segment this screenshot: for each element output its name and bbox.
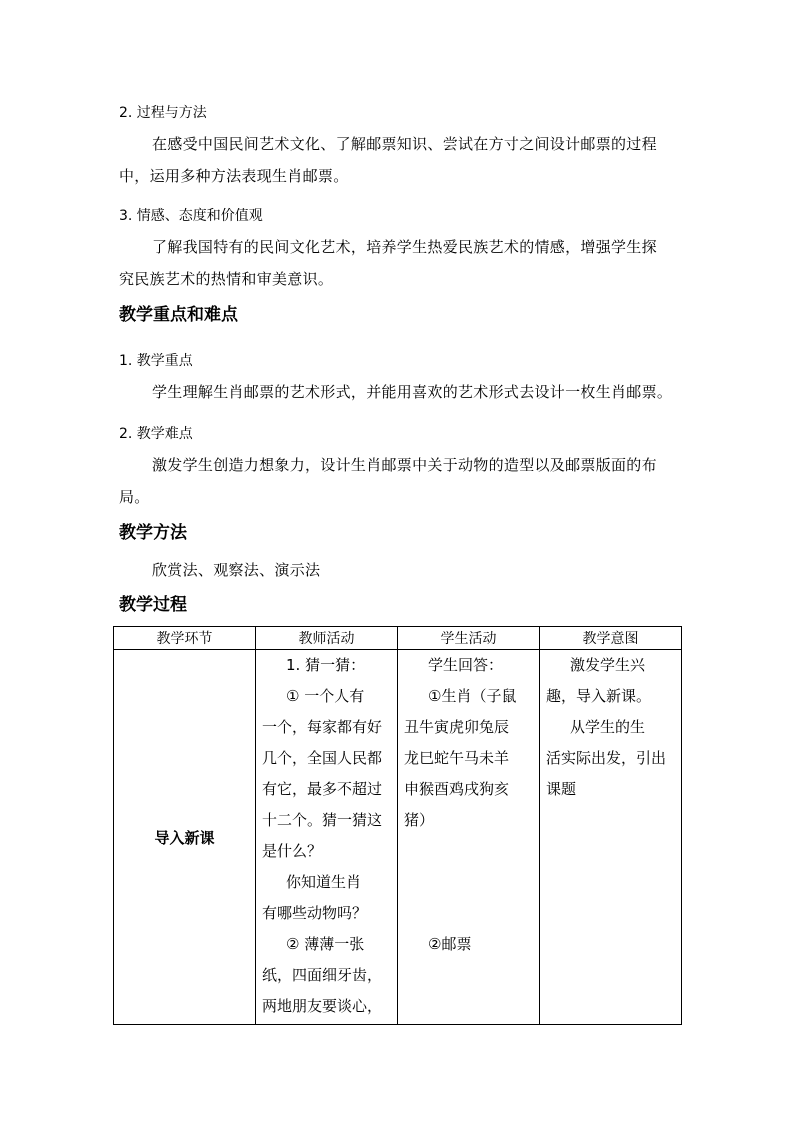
section-emotion-title: 3. 情感、态度和价值观 xyxy=(119,208,263,224)
student-line: 猪） xyxy=(404,811,435,829)
student-line xyxy=(398,867,539,898)
teacher-line: 一个，每家都有好 xyxy=(262,718,383,736)
focus-title: 1. 教学重点 xyxy=(119,353,193,369)
intent-line: 激发学生兴 xyxy=(570,656,646,674)
focus-text: 学生理解生肖邮票的艺术形式，并能用喜欢的艺术形式去设计一枚生肖邮票。 xyxy=(152,383,673,401)
student-line: 学生回答： xyxy=(428,656,504,674)
table-row xyxy=(114,650,682,1025)
difficulty-title: 2. 教学难点 xyxy=(119,426,193,442)
intent-cell xyxy=(540,650,682,1025)
teacher-line: 1. 猜一猜： xyxy=(286,656,366,674)
student-cell xyxy=(398,650,540,1025)
section-process-line-2: 中，运用多种方法表现生肖邮票。 xyxy=(119,167,349,185)
intent-line: 趣，导入新课。 xyxy=(546,687,652,705)
stage-cell: 导入新课 xyxy=(114,650,256,1025)
teacher-line: ① 一个人有 xyxy=(286,687,365,705)
teacher-line: 几个，全国人民都 xyxy=(262,749,383,767)
student-line: 申猴酉鸡戌狗亥 xyxy=(404,780,510,798)
student-line: 丑牛寅虎卯兔辰 xyxy=(404,718,510,736)
teacher-line: 两地朋友要谈心， xyxy=(262,997,383,1015)
header-stage: 教学环节 xyxy=(114,627,256,650)
intent-line: 活实际出发，引出 xyxy=(546,749,667,767)
difficulty-line-2: 局。 xyxy=(119,488,150,506)
student-line xyxy=(398,898,539,929)
student-line: 龙巳蛇午马未羊 xyxy=(404,749,510,767)
section-emotion-line-2: 究民族艺术的热情和审美意识。 xyxy=(119,270,334,288)
student-line: ②邮票 xyxy=(428,935,472,953)
section-emotion-line-1: 了解我国特有的民间文化艺术，培养学生热爱民族艺术的情感，增强学生探 xyxy=(152,238,657,256)
teaching-process-table xyxy=(113,626,682,1025)
teacher-line: 是什么？ xyxy=(262,842,323,860)
teacher-line: ② 薄薄一张 xyxy=(286,935,365,953)
teacher-line: 十二个。猜一猜这 xyxy=(262,811,383,829)
section-process-title: 2. 过程与方法 xyxy=(119,105,207,121)
teacher-line: 有它，最多不超过 xyxy=(262,780,383,798)
header-student: 学生活动 xyxy=(398,627,540,650)
student-line xyxy=(398,836,539,867)
teaching-methods-text: 欣赏法、观察法、演示法 xyxy=(152,561,321,579)
difficulty-line-1: 激发学生创造力想象力，设计生肖邮票中关于动物的造型以及邮票版面的布 xyxy=(152,456,657,474)
header-teacher: 教师活动 xyxy=(256,627,398,650)
intent-line: 课题 xyxy=(546,780,577,798)
teacher-line: 纸，四面细牙齿， xyxy=(262,966,383,984)
heading-teaching-process: 教学过程 xyxy=(119,595,187,615)
teacher-line: 有哪些动物吗？ xyxy=(262,904,368,922)
heading-teaching-method: 教学方法 xyxy=(119,523,187,543)
student-line: ①生肖（子鼠 xyxy=(428,687,517,705)
teacher-line: 你知道生肖 xyxy=(286,873,362,891)
intent-line: 从学生的生 xyxy=(570,718,646,736)
header-intent: 教学意图 xyxy=(540,627,682,650)
heading-focus-difficulty: 教学重点和难点 xyxy=(119,305,238,325)
section-process-line-1: 在感受中国民间艺术文化、了解邮票知识、尝试在方寸之间设计邮票的过程 xyxy=(152,135,657,153)
teacher-cell xyxy=(256,650,398,1025)
